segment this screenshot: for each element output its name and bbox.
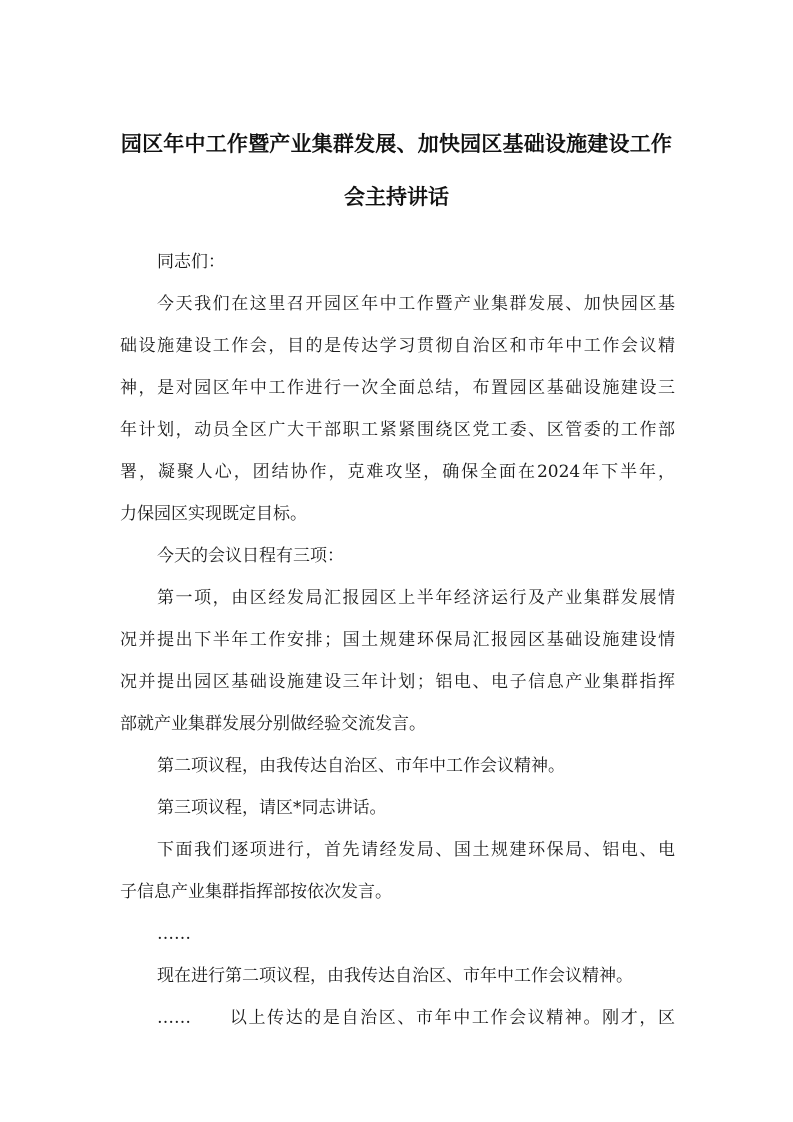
paragraph-line: 神，是对园区年中工作进行一次全面总结，布置园区基础设施建设三 <box>120 378 675 398</box>
paragraph-line: 第一项，由区经发局汇报园区上半年经济运行及产业集群发展情 <box>157 588 675 608</box>
paragraph-line: 第三项议程，请区*同志讲话。 <box>157 798 387 818</box>
paragraph-line: 部就产业集群发展分别做经验交流发言。 <box>120 714 426 734</box>
paragraph-line: 况并提出园区基础设施建设三年计划；铝电、电子信息产业集群指挥 <box>120 672 675 692</box>
paragraph-line: 力保园区实现既定目标。 <box>120 504 307 524</box>
ellipsis-line: …… <box>157 924 191 944</box>
paragraph-line: 署，凝聚人心，团结协作，克难攻坚，确保全面在2024年下半年， <box>120 462 675 482</box>
paragraph-line: 今天我们在这里召开园区年中工作暨产业集群发展、加快园区基 <box>157 294 675 314</box>
paragraph-line: 年计划，动员全区广大干部职工紧紧围绕区党工委、区管委的工作部 <box>120 420 675 440</box>
salutation: 同志们： <box>157 252 225 272</box>
paragraph-line: 础设施建设工作会，目的是传达学习贯彻自治区和市年中工作会议精 <box>120 336 675 356</box>
document-title-line-1: 园区年中工作暨产业集群发展、加快园区基础设施建设工作 <box>120 132 673 156</box>
paragraph-line: 子信息产业集群指挥部按依次发言。 <box>120 882 392 902</box>
document-title-line-2: 会主持讲话 <box>344 185 449 209</box>
paragraph-line: 现在进行第二项议程，由我传达自治区、市年中工作会议精神。 <box>157 966 633 986</box>
paragraph-line: 第二项议程，由我传达自治区、市年中工作会议精神。 <box>157 756 565 776</box>
paragraph-line: …… 以上传达的是自治区、市年中工作会议精神。刚才，区 <box>157 1008 675 1028</box>
paragraph-line: 况并提出下半年工作安排；国土规建环保局汇报园区基础设施建设情 <box>120 630 675 650</box>
paragraph-line: 今天的会议日程有三项： <box>157 546 344 566</box>
paragraph-line: 下面我们逐项进行，首先请经发局、国土规建环保局、铝电、电 <box>157 840 675 860</box>
